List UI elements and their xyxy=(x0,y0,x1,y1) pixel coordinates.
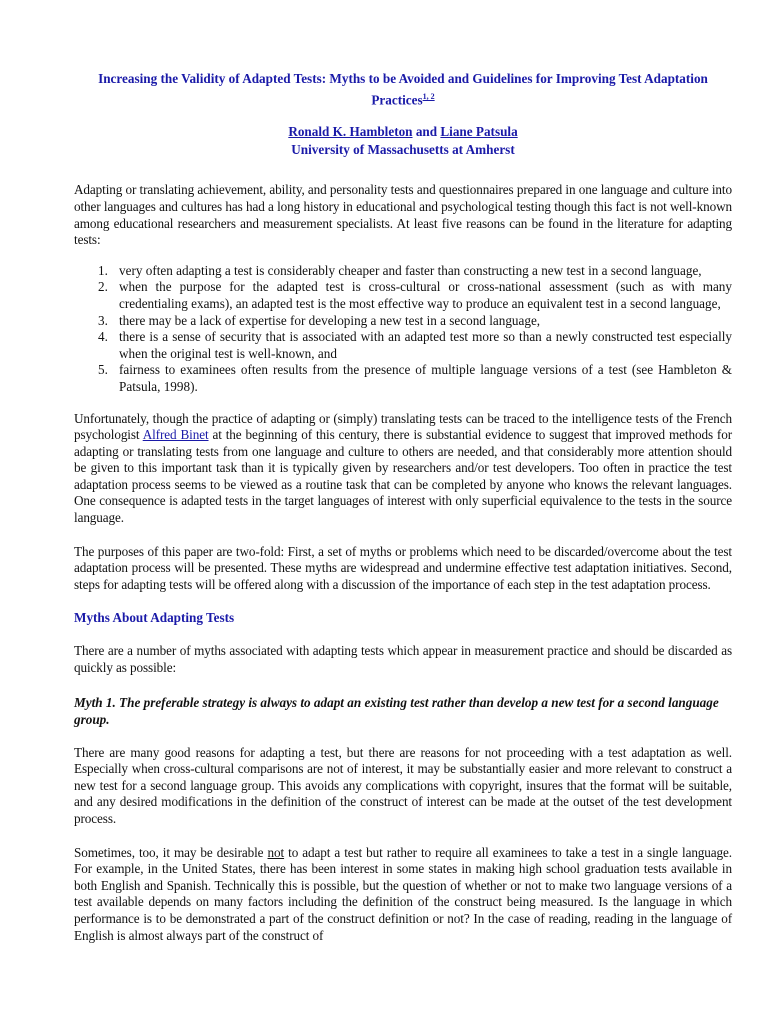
alfred-binet-link[interactable]: Alfred Binet xyxy=(142,427,209,443)
footnote-refs-link[interactable]: 1, 2 xyxy=(422,92,435,101)
author-link-patsula[interactable]: Liane Patsula xyxy=(440,124,518,140)
intro-paragraph: Adapting or translating achievement, ability, and personality tests and questionnaires prepared in one language and culture into other languages and cultures has had a long history in educational and psychological testing though this fact is not well-known among educational researchers and measurement specialists. At least five reasons can be found in the literature for adapting tests: xyxy=(74,182,732,248)
reasons-list xyxy=(74,263,732,396)
list-item xyxy=(74,329,732,362)
paper-title-text: Increasing the Validity of Adapted Tests: Myths to be Avoided and Guidelines for Improving Test Adaptation Practices xyxy=(98,71,708,108)
author-connector: and xyxy=(415,124,438,140)
list-item-text: when the purpose for the adapted test is cross-cultural or cross-national assessment (such as with many credentialing exams), an adapted test is the most effective way to produce an equivalent test in a second language, xyxy=(119,279,732,311)
list-item-text: there may be a lack of expertise for developing a new test in a second language, xyxy=(119,312,541,328)
list-item xyxy=(74,279,732,312)
list-item-text: very often adapting a test is considerably cheaper and faster than constructing a new test in a second language, xyxy=(119,262,702,278)
section-heading: Myths About Adapting Tests xyxy=(74,610,235,626)
list-item xyxy=(74,263,732,280)
emphasis-not: not xyxy=(267,844,285,860)
para6-text-after: to adapt a test but rather to require all examinees to take a test in a single language. For example, in the United States, there has been interest in some states in making high school graduation tests available in both English and Spanish. Technically this is possible, but the question of whether or not to make two language versions of a test available depends on many factors including the definition of the construct being measured. Is the language in which performance is to be demonstrated a part of the construct definition or not? In the case of reading, reading in the language of English is almost always part of the construct of xyxy=(74,844,732,943)
myths-intro-paragraph: There are a number of myths associated with adapting tests which appear in measurement practice and should be discarded as quickly as possible: xyxy=(74,643,732,676)
list-item xyxy=(74,362,732,395)
list-item-number: 1. xyxy=(98,262,108,278)
myth-1-statement: Myth 1. The preferable strategy is always to adapt an existing test rather than develop a new test for a second language group. xyxy=(74,694,719,727)
author-link-hambleton[interactable]: Ronald K. Hambleton xyxy=(288,124,413,140)
author-line xyxy=(74,123,732,159)
list-item-number: 3. xyxy=(98,312,108,328)
paper-title xyxy=(74,70,732,109)
myth-1-paragraph: There are many good reasons for adapting a test, but there are reasons for not proceeding with a test adaptation as well. Especially when cross-cultural comparisons are not of interest, it may be substantially easier and more relevant to construct a new test for a second language group. This avoids any complications with copyright, insures that the format will be suitable, and any desired modifications in the definition of the construct of interest can be made at the outset of the test development process. xyxy=(74,744,732,827)
purpose-paragraph: The purposes of this paper are two-fold: First, a set of myths or problems which need to be discarded/overcome about the test adaptation process will be presented. These myths are widespread and undermine effective test adaptation initiatives. Second, steps for adapting tests will be offered along with a discussion of the importance of each step in the test adaptation process. xyxy=(74,543,732,592)
single-language-paragraph xyxy=(74,845,732,945)
history-text-before: Unfortunately, though the practice of adapting or (simply) translating tests can be traced to the intelligence tests of the French psychologist xyxy=(74,410,732,443)
list-item-number: 5. xyxy=(98,362,108,378)
affiliation: University of Massachusetts at Amherst xyxy=(291,142,515,158)
document-page xyxy=(74,70,732,944)
para6-text-before: Sometimes, too, it may be desirable xyxy=(74,844,268,860)
list-item-text: there is a sense of security that is associated with an adapted test more so than a newly constructed test especially when the original test is well-known, and xyxy=(119,329,732,361)
list-item-number: 4. xyxy=(98,329,108,345)
list-item-number: 2. xyxy=(98,279,108,295)
list-item-text: fairness to examinees often results from the presence of multiple language versions of a test (see Hambleton & Patsula, 1998). xyxy=(119,362,732,394)
list-item xyxy=(74,313,732,330)
history-paragraph xyxy=(74,411,732,527)
history-text-after: at the beginning of this century, there is substantial evidence to suggest that improved methods for adapting or translating tests from one language and culture to others are needed, and that considerably more attention should be given to this important task than it is typically given by researchers and/or test developers. Too often in practice the test adaptation process seems to be viewed as a routine task that can be completed by anyone who knows the relevant languages. One consequence is adapted tests in the target languages of interest with only superficial equivalence to the tests in the source language. xyxy=(74,427,732,526)
